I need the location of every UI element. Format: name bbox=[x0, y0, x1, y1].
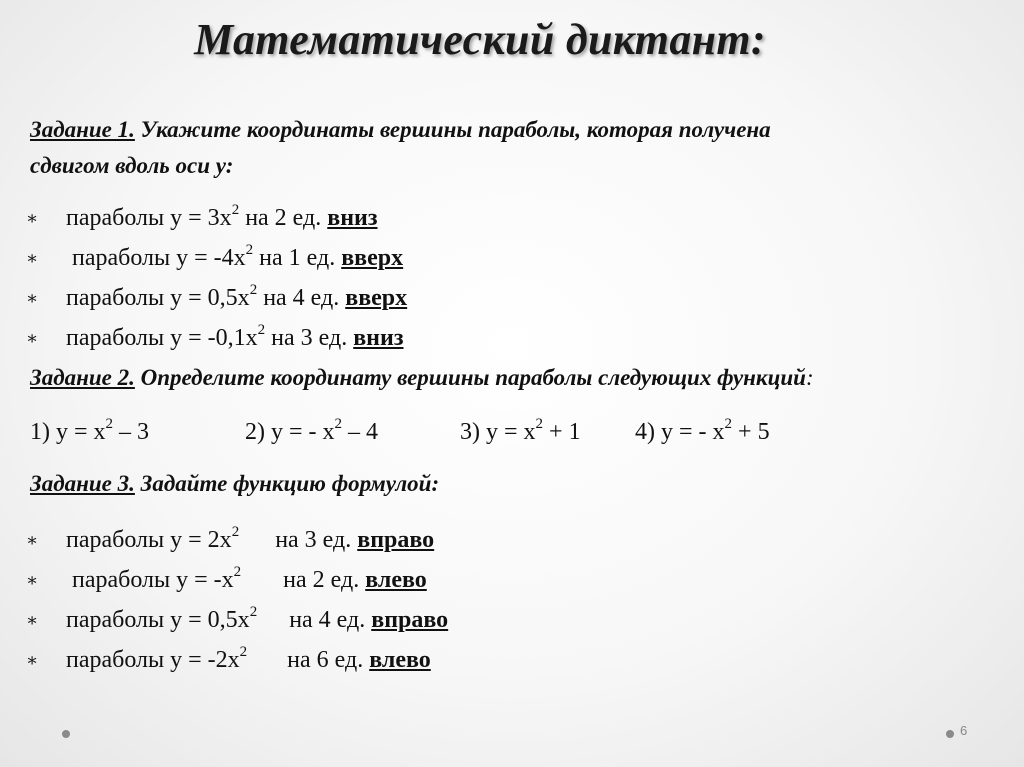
task2-text: Определите координату вершины параболы следующих функций bbox=[134, 365, 806, 390]
slide-title: Математический диктант: bbox=[194, 15, 766, 64]
list-item: ∗ параболы $у = -2х^2$ на 6 ед. влево bbox=[26, 640, 448, 680]
direction-word: вправо bbox=[357, 527, 435, 553]
bullet-icon: ∗ bbox=[26, 570, 39, 590]
bullet-icon: ∗ bbox=[26, 208, 39, 228]
right-dot-icon bbox=[946, 730, 954, 738]
task3-list bbox=[26, 520, 448, 680]
task3-text: Задайте функцию формулой: bbox=[134, 471, 440, 496]
task3-heading bbox=[30, 466, 439, 502]
page-number: 6 bbox=[960, 723, 968, 738]
bullet-icon: ∗ bbox=[26, 650, 39, 670]
task1-text-line2: сдвигом вдоль оси у: bbox=[30, 153, 234, 178]
task2-label: Задание 2. bbox=[30, 365, 135, 390]
function-item: 3) $у = х^2 + 1$ bbox=[460, 416, 581, 445]
left-dot-icon bbox=[62, 730, 70, 738]
task3-label: Задание 3. bbox=[30, 471, 135, 496]
task2-functions bbox=[30, 412, 770, 452]
task2-heading bbox=[30, 360, 814, 396]
list-item: ∗ параболы $у = -х^2$ на 2 ед. влево bbox=[26, 560, 448, 600]
list-item: ∗ параболы $у = 2х^2$ на 3 ед. вправо bbox=[26, 520, 448, 560]
bullet-icon: ∗ bbox=[26, 288, 39, 308]
direction-word: влево bbox=[365, 567, 427, 593]
task1-text-line1: Укажите координаты вершины параболы, которая получена bbox=[134, 117, 771, 142]
direction-word: вверх bbox=[341, 245, 404, 271]
list-item: ∗ параболы $у = -0,1х^2$ на 3 ед. вниз bbox=[26, 318, 407, 358]
bullet-icon: ∗ bbox=[26, 610, 39, 630]
list-item: ∗ параболы $у = 0,5х^2$ на 4 ед. вправо bbox=[26, 600, 448, 640]
list-item: ∗ параболы $у = 0,5х^2$ на 4 ед. вверх bbox=[26, 278, 407, 318]
direction-word: вправо bbox=[371, 607, 449, 633]
task1-heading bbox=[30, 112, 771, 184]
bullet-icon: ∗ bbox=[26, 248, 39, 268]
bullet-icon: ∗ bbox=[26, 328, 39, 348]
task1-label: Задание 1. bbox=[30, 117, 135, 142]
task1-list bbox=[26, 198, 407, 358]
list-item: ∗ параболы $у = -4х^2$ на 1 ед. вверх bbox=[26, 238, 407, 278]
list-item: ∗ параболы $у = 3х^2$ на 2 ед. вниз bbox=[26, 198, 407, 238]
task2-colon: : bbox=[805, 365, 814, 390]
function-item: 1) $у = х^2 - 3$ bbox=[30, 416, 150, 445]
function-item: 2) у = - $х^2 - 4$ bbox=[245, 416, 379, 445]
bullet-icon: ∗ bbox=[26, 530, 39, 550]
function-item: 4) у = - $х^2 + 5$ bbox=[635, 416, 770, 445]
direction-word: вниз bbox=[353, 325, 404, 351]
direction-word: вверх bbox=[345, 285, 408, 311]
direction-word: вниз bbox=[327, 205, 378, 231]
direction-word: влево bbox=[369, 647, 431, 673]
